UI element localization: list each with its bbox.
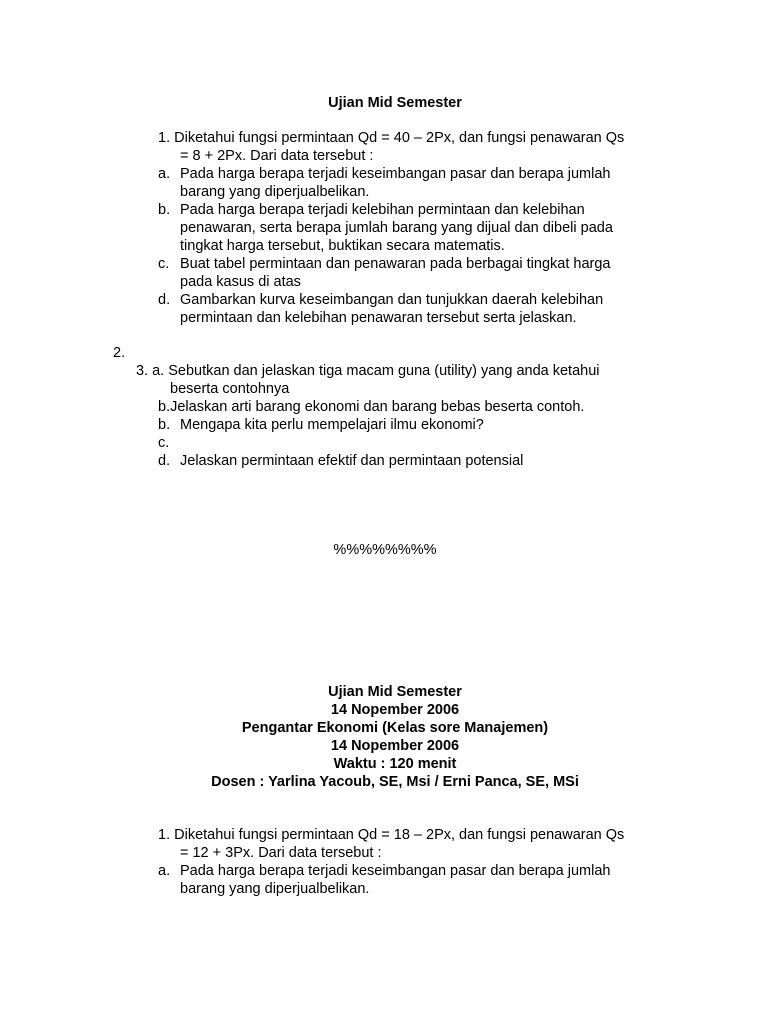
item-a-text: Pada harga berapa terjadi keseimbangan pasar dan berapa jumlah [180,166,611,182]
question-1b-intro: 1. Diketahui fungsi permintaan Qd = 18 – 2Px, dan fungsi penawaran Qs [158,827,625,843]
item-2a-marker: a. [158,863,171,879]
exam-title: Ujian Mid Semester [328,95,462,111]
item-c-text: Buat tabel permintaan dan penawaran pada berbagai tingkat harga [180,256,611,272]
separator: %%%%%%%% [333,542,437,558]
question-2-number: 2. [113,345,126,361]
question-1-intro: 1. Diketahui fungsi permintaan Qd = 40 – 2Px, dan fungsi penawaran Qs [158,130,625,146]
item-b-text-cont2: tingkat harga tersebut, buktikan secara matematis. [180,238,505,254]
item-2a-text-cont: barang yang diperjualbelikan. [180,881,370,897]
item-c-text-cont: pada kasus di atas [180,274,301,290]
item-b-text-cont: penawaran, serta berapa jumlah barang yang dijual dan dibeli pada [180,220,613,236]
item-b-marker: b. [158,202,171,218]
item-a-marker: a. [158,166,171,182]
question-3-item-c-marker: c. [158,435,170,451]
exam-duration: Waktu : 120 menit [333,756,457,772]
item-a-text-cont: barang yang diperjualbelikan. [180,184,370,200]
exam-date-repeat: 14 Nopember 2006 [330,738,460,754]
item-d-marker: d. [158,292,171,308]
question-3-item-d-marker: d. [158,453,171,469]
exam-title-2: Ujian Mid Semester [328,684,462,700]
item-d-text: Gambarkan kurva keseimbangan dan tunjukkan daerah kelebihan [180,292,604,308]
item-b-text: Pada harga berapa terjadi kelebihan permintaan dan kelebihan [180,202,585,218]
course-name: Pengantar Ekonomi (Kelas sore Manajemen) [241,720,549,736]
question-1b-intro-cont: = 12 + 3Px. Dari data tersebut : [180,845,382,861]
question-3-item-b2-text: Mengapa kita perlu mempelajari ilmu ekonomi? [180,417,484,433]
question-3-item-a: 3. a. Sebutkan dan jelaskan tiga macam guna (utility) yang anda ketahui [136,363,600,379]
item-d-text-cont: permintaan dan kelebihan penawaran tersebut serta jelaskan. [180,310,577,326]
lecturers: Dosen : Yarlina Yacoub, SE, Msi / Erni Panca, SE, MSi [211,774,579,790]
item-c-marker: c. [158,256,170,272]
question-3-item-b1: b.Jelaskan arti barang ekonomi dan barang bebas beserta contoh. [158,399,585,415]
question-3-item-d-text: Jelaskan permintaan efektif dan permintaan potensial [180,453,524,469]
question-3-item-b2-marker: b. [158,417,171,433]
item-2a-text: Pada harga berapa terjadi keseimbangan pasar dan berapa jumlah [180,863,611,879]
exam-date: 14 Nopember 2006 [330,702,460,718]
question-1-intro-cont: = 8 + 2Px. Dari data tersebut : [180,148,374,164]
question-3-item-a-cont: beserta contohnya [170,381,290,397]
